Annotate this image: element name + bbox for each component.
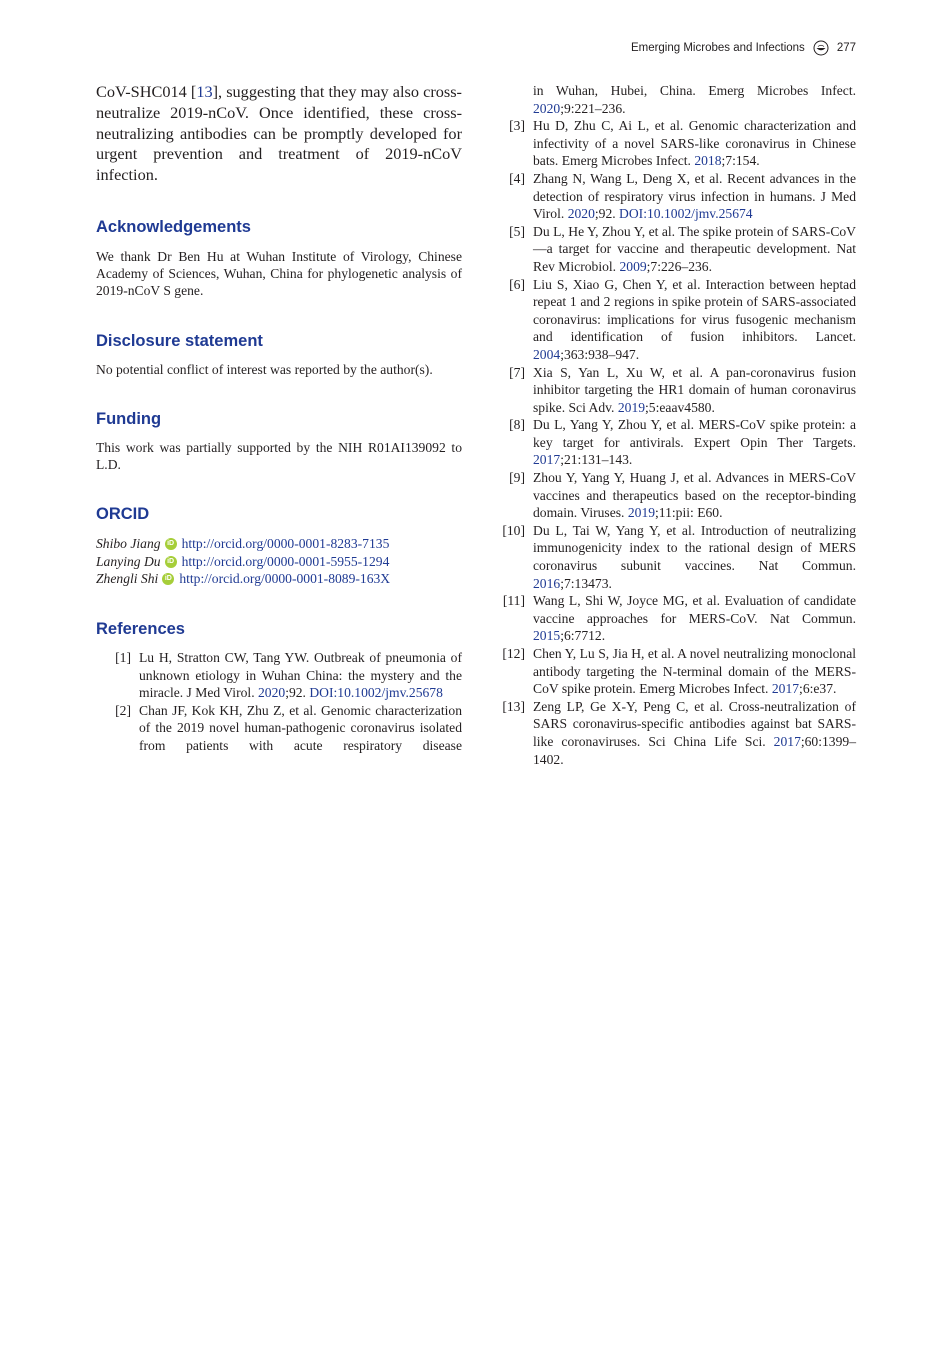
reference-volume: ;92.: [285, 685, 310, 701]
reference-number: [4]: [509, 170, 525, 186]
left-column: [96, 82, 462, 755]
reference-year-link[interactable]: 2004: [533, 346, 561, 362]
reference-year-link[interactable]: 2019: [627, 505, 656, 521]
reference-volume: ;7:13473.: [560, 575, 612, 591]
reference-number: [7]: [509, 364, 525, 380]
reference-item: [490, 117, 856, 170]
reference-body: Liu S, Xiao G, Chen Y, et al. Interaction between heptad repeat 1 and 2 regions in spike protein of SARS-associated coronavirus: implications for virus fusogenic mechanism and identification of fusion inhibitors. Lancet.: [533, 276, 856, 345]
reference-body: Zeng LP, Ge X-Y, Peng C, et al. Cross-neutralization of SARS coronavirus-specific antibodies against bat SARS-like coronaviruses. Sci China Life Sci.: [533, 698, 856, 749]
reference-body: Du L, He Y, Zhou Y, et al. The spike protein of SARS-CoV—a target for vaccine and therapeutic development. Nat Rev Microbiol.: [533, 223, 856, 274]
reference-text: [525, 522, 856, 592]
reference-text: [525, 364, 856, 417]
reference-item: [490, 223, 856, 276]
orcid-icon: iD: [165, 556, 177, 568]
reference-year-link[interactable]: 2017: [773, 733, 801, 749]
orcid-entry: [96, 535, 462, 553]
funding-text: This work was partially supported by the NIH R01AI139092 to L.D.: [96, 439, 462, 472]
reference-volume: ;7:226–236.: [646, 258, 712, 274]
reference-volume: ;7:154.: [721, 153, 760, 169]
reference-volume: ;5:eaav4580.: [645, 399, 715, 415]
reference-body: Xia S, Yan L, Xu W, et al. A pan-coronavirus fusion inhibitor targeting the HR1 domain of human coronavirus spike. Sci Adv.: [533, 364, 856, 415]
reference-number: [11]: [502, 593, 525, 609]
orcid-entry: [96, 553, 462, 571]
reference-volume: ;6:7712.: [560, 628, 606, 644]
reference-number: [5]: [509, 223, 525, 239]
reference-text: [525, 698, 856, 768]
running-head: [631, 40, 856, 56]
references-list-left: [96, 649, 462, 755]
acknowledgements-heading: Acknowledgements: [96, 217, 251, 236]
reference-item: [490, 469, 856, 522]
reference-item: [96, 649, 462, 702]
acknowledgements-text: We thank Dr Ben Hu at Wuhan Institute of Virology, Chinese Academy of Sciences, Wuhan, China for phylogenetic analysis of 2019-nCoV S gene.: [96, 248, 462, 299]
reference-number: [490, 82, 525, 117]
reference-text: [525, 416, 856, 469]
reference-year-link[interactable]: 2019: [617, 399, 646, 415]
reference-volume: ;92.: [594, 206, 620, 222]
reference-year-link[interactable]: 2016: [533, 575, 561, 591]
reference-body: Chan JF, Kok KH, Zhu Z, et al. Genomic characterization of the 2019 novel human-pathogenic coronavirus isolated from patients with acute respiratory disease: [139, 702, 462, 753]
reference-text: [525, 645, 856, 698]
disclosure-heading: Disclosure statement: [96, 331, 263, 350]
orcid-link[interactable]: http://orcid.org/0000-0001-8283-7135: [181, 536, 390, 552]
reference-text: [525, 223, 856, 276]
reference-volume: ;60:1399–1402.: [533, 733, 856, 767]
reference-item: [490, 364, 856, 417]
orcid-author-name: Shibo Jiang: [96, 536, 161, 552]
reference-body: Zhou Y, Yang Y, Huang J, et al. Advances in MERS-CoV vaccines and therapeutics based on the receptor-binding domain. Viruses.: [533, 470, 856, 521]
reference-year-link[interactable]: 2020: [567, 206, 595, 222]
orcid-icon: iD: [162, 573, 174, 585]
orcid-author-name: Zhengli Shi: [96, 571, 159, 587]
reference-body: Chen Y, Lu S, Jia H, et al. A novel neutralizing monoclonal antibody targeting the N-terminal domain of the MERS-CoV spike protein. Emerg Microbes Infect.: [533, 646, 856, 697]
reference-year-link[interactable]: 2020: [258, 685, 286, 701]
reference-text: [525, 276, 856, 364]
reference-volume: ;9:221–236.: [560, 100, 626, 116]
reference-text: [131, 649, 462, 702]
reference-doi-link[interactable]: DOI:10.1002/jmv.25674: [619, 206, 753, 222]
reference-item: [490, 645, 856, 698]
reference-body: Du L, Yang Y, Zhou Y, et al. MERS-CoV spike protein: a key target for antivirals. Expert Opin Ther Targets.: [533, 417, 856, 450]
reference-item: [490, 698, 856, 768]
reference-body: Lu H, Stratton CW, Tang YW. Outbreak of pneumonia of unknown etiology in Wuhan China: the mystery and the miracle. J Med Virol.: [139, 649, 462, 701]
journal-title: Emerging Microbes and Infections: [630, 42, 805, 54]
references-heading: References: [96, 619, 185, 638]
reference-body: Hu D, Zhu C, Ai L, et al. Genomic characterization and infectivity of a novel SARS-like coronavirus in Chinese bats. Emerg Microbes Infect.: [533, 118, 856, 169]
orcid-heading: ORCID: [96, 505, 150, 524]
journal-logo-icon: [813, 40, 829, 56]
disclosure-text: No potential conflict of interest was reported by the author(s).: [96, 361, 433, 377]
orcid-link[interactable]: http://orcid.org/0000-0001-5955-1294: [181, 553, 390, 569]
reference-item: [96, 702, 462, 755]
intro-paragraph: CoV-SHC014 [13], suggesting that they may also cross-neutralize 2019-nCoV. Once identified, these cross-neutralizing antibodies can be promptly developed for urgent prevention and treatment of 2019-nCoV infection.: [96, 82, 462, 185]
orcid-link[interactable]: http://orcid.org/0000-0001-8089-163X: [179, 571, 391, 587]
reference-text: [525, 82, 856, 117]
reference-number: [9]: [509, 470, 525, 486]
orcid-icon: iD: [165, 538, 177, 550]
reference-text: [525, 170, 856, 223]
reference-body: Zhang N, Wang L, Deng X, et al. Recent advances in the detection of respiratory virus infection in humans. J Med Virol.: [533, 170, 856, 222]
reference-item: [490, 276, 856, 364]
orcid-list: [96, 535, 462, 588]
orcid-author-name: Lanying Du: [96, 553, 161, 569]
references-list-right: [490, 82, 856, 768]
reference-item: [490, 592, 856, 645]
right-column: [490, 82, 856, 768]
orcid-entry: [96, 570, 462, 588]
reference-year-link[interactable]: 2017: [533, 452, 561, 468]
reference-item: [490, 82, 856, 117]
reference-number: [10]: [502, 522, 525, 538]
reference-item: [490, 416, 856, 469]
reference-body: Du L, Tai W, Yang Y, et al. Introduction of neutralizing immunogenicity index to the rational design of MERS coronavirus subunit vaccines. Nat Commun.: [533, 522, 856, 574]
reference-item: [490, 170, 856, 223]
reference-number: [8]: [509, 417, 525, 433]
page-number: 277: [836, 42, 856, 54]
reference-body: Wang L, Shi W, Joyce MG, et al. Evaluation of candidate vaccine approaches for MERS-CoV. Nat Commun.: [533, 593, 856, 626]
reference-year-link[interactable]: 2009: [619, 258, 647, 274]
reference-number: [13]: [502, 698, 525, 714]
reference-year-link[interactable]: 2017: [771, 681, 800, 697]
reference-item: [490, 522, 856, 592]
reference-number: [2]: [115, 702, 131, 718]
reference-number: [6]: [509, 276, 525, 292]
reference-text: [525, 117, 856, 170]
funding-heading: Funding: [96, 409, 162, 428]
reference-volume: ;6:e37.: [799, 681, 837, 697]
reference-number: [1]: [115, 649, 131, 665]
reference-number: [3]: [509, 118, 525, 134]
reference-year-link[interactable]: 2020: [533, 100, 561, 116]
reference-text: [525, 469, 856, 522]
reference-body-continued: in Wuhan, Hubei, China. Emerg Microbes Infect.: [533, 83, 856, 98]
reference-year-link[interactable]: 2018: [694, 153, 722, 169]
citation-link[interactable]: 13: [196, 82, 213, 101]
reference-doi-link[interactable]: DOI:10.1002/jmv.25678: [309, 685, 443, 701]
reference-volume: ;11:pii: E60.: [655, 505, 723, 521]
reference-year-link[interactable]: 2015: [533, 628, 561, 644]
reference-number: [12]: [502, 646, 525, 661]
reference-volume: ;21:131–143.: [560, 452, 633, 468]
reference-text: [131, 702, 462, 755]
reference-volume: ;363:938–947.: [560, 346, 640, 362]
reference-text: [525, 592, 856, 645]
